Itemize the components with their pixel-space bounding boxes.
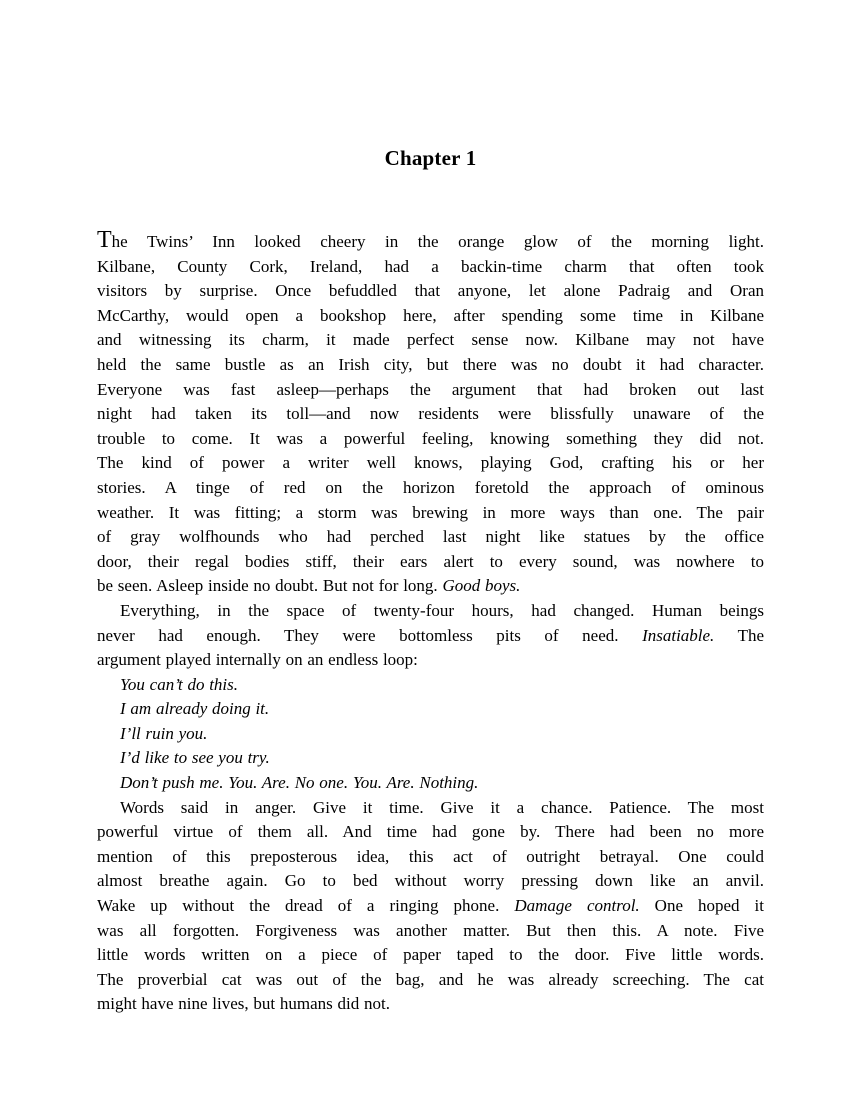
text-line: powerful virtue of them all. And time had gone by. There had been no more [97, 822, 764, 842]
text-line: door, their regal bodies stiff, their ears alert to every sound, was nowhere to [97, 551, 764, 571]
text-line: Wake up without the dread of a ringing phone. Damage control. One hoped it [97, 896, 764, 916]
chapter-heading: Chapter 1 [384, 146, 477, 170]
text-line: The Twins’ Inn looked cheery in the orange glow of the morning light. [97, 227, 764, 253]
dialogue-line-2 [97, 697, 764, 722]
text-line: Kilbane, County Cork, Ireland, had a backin-time charm that often took [97, 256, 764, 276]
text-line: might have nine lives, but humans did not. [97, 994, 390, 1014]
text-line: You can’t do this. [120, 674, 239, 694]
text-line: of gray wolfhounds who had perched last night like statues by the office [97, 527, 764, 547]
text-line: never had enough. They were bottomless pits of need. Insatiable. The [97, 625, 764, 645]
text-line: The proverbial cat was out of the bag, and he was already screeching. The cat [97, 969, 764, 989]
text-line: trouble to come. It was a powerful feeling, knowing something they did not. [97, 428, 764, 448]
text-line: be seen. Asleep inside no doubt. But not for long. Good boys. [97, 576, 521, 596]
raised-initial-cap: T [97, 227, 112, 253]
text-line: held the same bustle as an Irish city, but there was no doubt it had character. [97, 354, 764, 374]
text-line: and witnessing its charm, it made perfect sense now. Kilbane may not have [97, 330, 764, 350]
dialogue-line-4 [97, 746, 764, 771]
text-line: argument played internally on an endless loop: [97, 650, 418, 670]
text-line: almost breathe again. Go to bed without worry pressing down like an anvil. [97, 871, 764, 891]
text-line: Everything, in the space of twenty-four hours, had changed. Human beings [120, 600, 764, 620]
dialogue-line-3 [97, 722, 764, 747]
text-line: I am already doing it. [120, 699, 270, 719]
text-line: I’ll ruin you. [120, 723, 208, 743]
text-line: McCarthy, would open a bookshop here, after spending some time in Kilbane [97, 305, 764, 325]
text-line: weather. It was fitting; a storm was brewing in more ways than one. The pair [97, 502, 764, 522]
text-line: Don’t push me. You. Are. No one. You. Are. Nothing. [120, 773, 479, 793]
page-text [97, 227, 764, 1017]
dialogue-line-1 [97, 673, 764, 698]
text-line: stories. A tinge of red on the horizon foretold the approach of ominous [97, 477, 764, 497]
second-paragraph [97, 599, 764, 673]
text-line: The kind of power a writer well knows, playing God, crafting his or her [97, 453, 764, 473]
text-line: was all forgotten. Forgiveness was another matter. But then this. A note. Five [97, 920, 764, 940]
text-line: Words said in anger. Give it time. Give it a chance. Patience. The most [120, 797, 764, 817]
text-line: night had taken its toll—and now residents were blissfully unaware of the [97, 404, 764, 424]
text-line: Everyone was fast asleep—perhaps the argument that had broken out last [97, 379, 764, 399]
text-line: visitors by surprise. Once befuddled that anyone, let alone Padraig and Oran [97, 281, 764, 301]
closing-paragraph [97, 796, 764, 1017]
text-line: mention of this preposterous idea, this act of outright betrayal. One could [97, 846, 764, 866]
opening-paragraph [97, 227, 764, 599]
dialogue-line-5 [97, 771, 764, 796]
text-line: little words written on a piece of paper taped to the door. Five little words. [97, 945, 764, 965]
text-line: I’d like to see you try. [120, 748, 270, 768]
